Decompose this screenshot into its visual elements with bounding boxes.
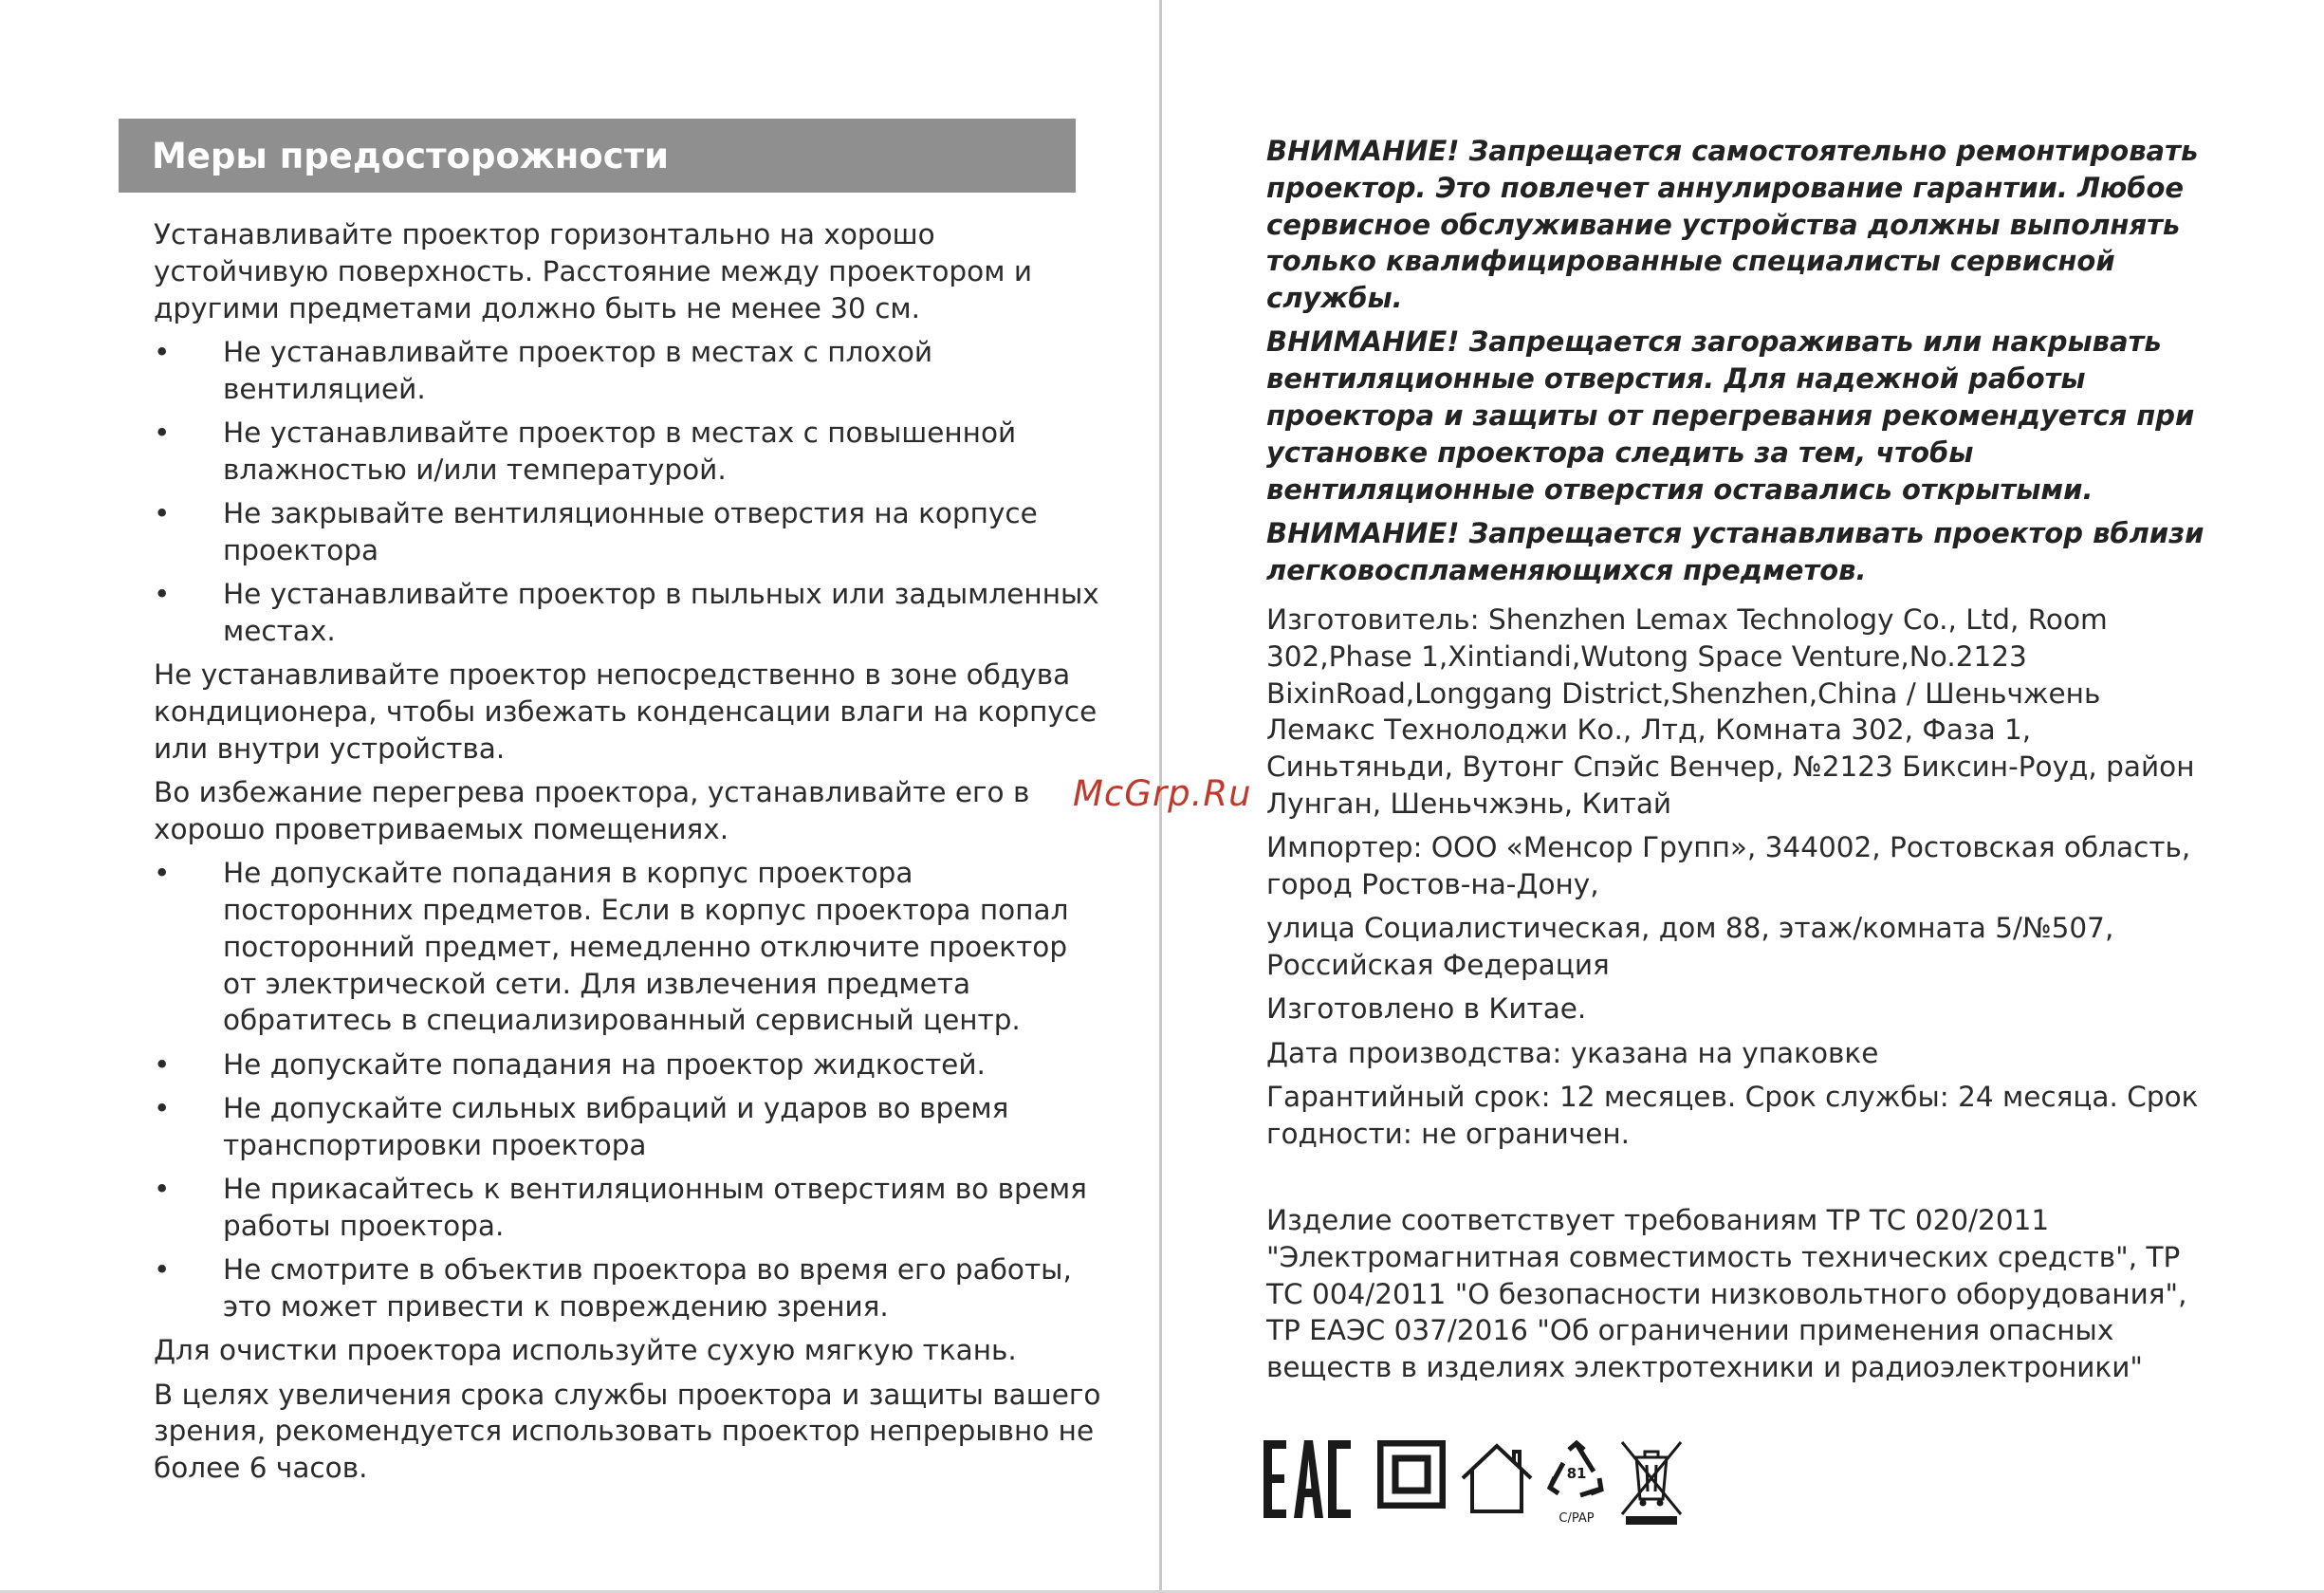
right-page [1163, 0, 2324, 1593]
list-item: • Не устанавливайте проектор в местах с плохой вентиляцией. [154, 335, 933, 405]
bullet-icon: • [154, 578, 171, 611]
list-item: • Не допускайте попадания на проектор жидкостей. [154, 1047, 1102, 1084]
production-date-text: Дата производства: указана на упаковке [1266, 1036, 1879, 1069]
warnings-block [1266, 133, 2215, 596]
left-page [0, 0, 1159, 1593]
warning-text: ВНИМАНИЕ! Запрещается самостоятельно ремонтировать проектор. Это повлечет аннулирование гарантии. Любое сервисное обслуживание устройства должны выполнять только квалифицированные специалисты сервисной службы. [1266, 135, 2199, 315]
warranty-text: Гарантийный срок: 12 месяцев. Срок службы: 24 месяца. Срок годности: не ограничен. [1266, 1081, 2199, 1150]
importer-text: Импортер: ООО «Менсор Групп», 344002, Ростовская область, город Ростов-на-Дону, [1266, 831, 2191, 901]
paragraph: Для очистки проектора используйте сухую мягкую ткань. [154, 1334, 1017, 1367]
weee-bin-icon [1620, 1440, 1683, 1526]
section-header [119, 119, 1076, 193]
bullet-icon: • [154, 1047, 171, 1081]
warning-text: ВНИМАНИЕ! Запрещается устанавливать проектор вблизи легковоспламеняющихся предметов. [1266, 516, 2204, 586]
list-item: • Не устанавливайте проектор в местах с повышенной влажностью и/или температурой. [154, 416, 1017, 486]
compliance-text: Изделие соответствует требованиям ТР ТС 020/2011 "Электромагнитная совместимость технических средств", ТР ТС 004/2011 "О безопасности низковольтного оборудования", ТР ЕАЭС 037/2016 "Об ограничении применения опасных веществ в изделиях электротехники и радиоэлектроники" [1266, 1204, 2187, 1384]
manufacturer-text: Изготовитель: Shenzhen Lemax Technology Co., Ltd, Room 302,Phase 1,Xintiandi,Wutong Space Venture,No.2123 BixinRoad,Longgang District,Shenzhen,China / Шеньчжень Лемакс Технолоджи Ко., Лтд, Комната 302, Фаза 1, Синьтяньди, Вутонг Спэйс Венчер, №2123 Биксин-Роуд, район Лунган, Шеньчжэнь, Китай [1266, 603, 2195, 820]
manufacturer-info [1266, 602, 2215, 1159]
section-title: Меры предосторожности [152, 135, 669, 176]
bullet-icon: • [154, 1092, 171, 1125]
recycle-number: 81 [1566, 1465, 1587, 1482]
bullet-icon: • [154, 1173, 171, 1206]
address-text: улица Социалистическая, дом 88, этаж/комната 5/№507, Российская Федерация [1266, 912, 2114, 982]
paragraph: Во избежание перегрева проектора, устанавливайте его в хорошо проветриваемых помещениях. [154, 776, 1030, 845]
bullet-icon: • [154, 497, 171, 530]
bullet-icon: • [154, 1253, 171, 1287]
list-item: • Не прикасайтесь к вентиляционным отверстиям во время работы проектора. [154, 1173, 1087, 1242]
double-insulation-icon [1377, 1440, 1446, 1509]
list-item: • Не допускайте попадания в корпус проектора посторонних предметов. Если в корпус проектора попал посторонний предмет, немедленно отключите проектор от электрической сети. Для извлечения предмета обратитесь в специализированный сервисный центр. [154, 857, 1069, 1037]
paragraph: Не устанавливайте проектор непосредственно в зоне обдува кондиционера, чтобы избежать конденсации влаги на корпусе или внутри устройства. [154, 658, 1097, 765]
recycle-icon [1544, 1440, 1609, 1526]
list-item: • Не закрывайте вентиляционные отверстия на корпусе проектора [154, 497, 1038, 566]
indoor-use-icon [1458, 1440, 1536, 1516]
watermark: McGrp.Ru [1073, 773, 1252, 814]
warning-text: ВНИМАНИЕ! Запрещается загораживать или накрывать вентиляционные отверстия. Для надежной работы проектора и защиты от перегревания рекомендуется при установке проектора следить за тем, чтобы вентиляционные отверстия оставались открытыми. [1266, 325, 2195, 506]
bullet-icon: • [154, 335, 171, 368]
compliance-info [1266, 1202, 2215, 1386]
intro-paragraph: Устанавливайте проектор горизонтально на хорошо устойчивую поверхность. Расстояние между проектором и другими предметами должно быть не менее 30 см. [154, 218, 1032, 324]
list-item: • Не устанавливайте проектор в пыльных или задымленных местах. [154, 578, 1099, 647]
recycle-code: C/PAP [1559, 1511, 1595, 1526]
eac-mark-icon [1263, 1440, 1351, 1518]
paragraph: В целях увеличения срока службы проектора и защиты вашего зрения, рекомендуется использовать проектор непрерывно не более 6 часов. [154, 1378, 1101, 1485]
list-item: • Не смотрите в объектив проектора во время его работы, это может привести к повреждению зрения. [154, 1253, 1072, 1324]
bullet-icon: • [154, 416, 171, 449]
made-in-text: Изготовлено в Китае. [1266, 992, 1587, 1026]
precautions-text [154, 216, 1102, 1494]
bullet-icon: • [154, 857, 171, 890]
list-item: • Не допускайте сильных вибраций и ударов во время транспортировки проектора [154, 1092, 1009, 1161]
